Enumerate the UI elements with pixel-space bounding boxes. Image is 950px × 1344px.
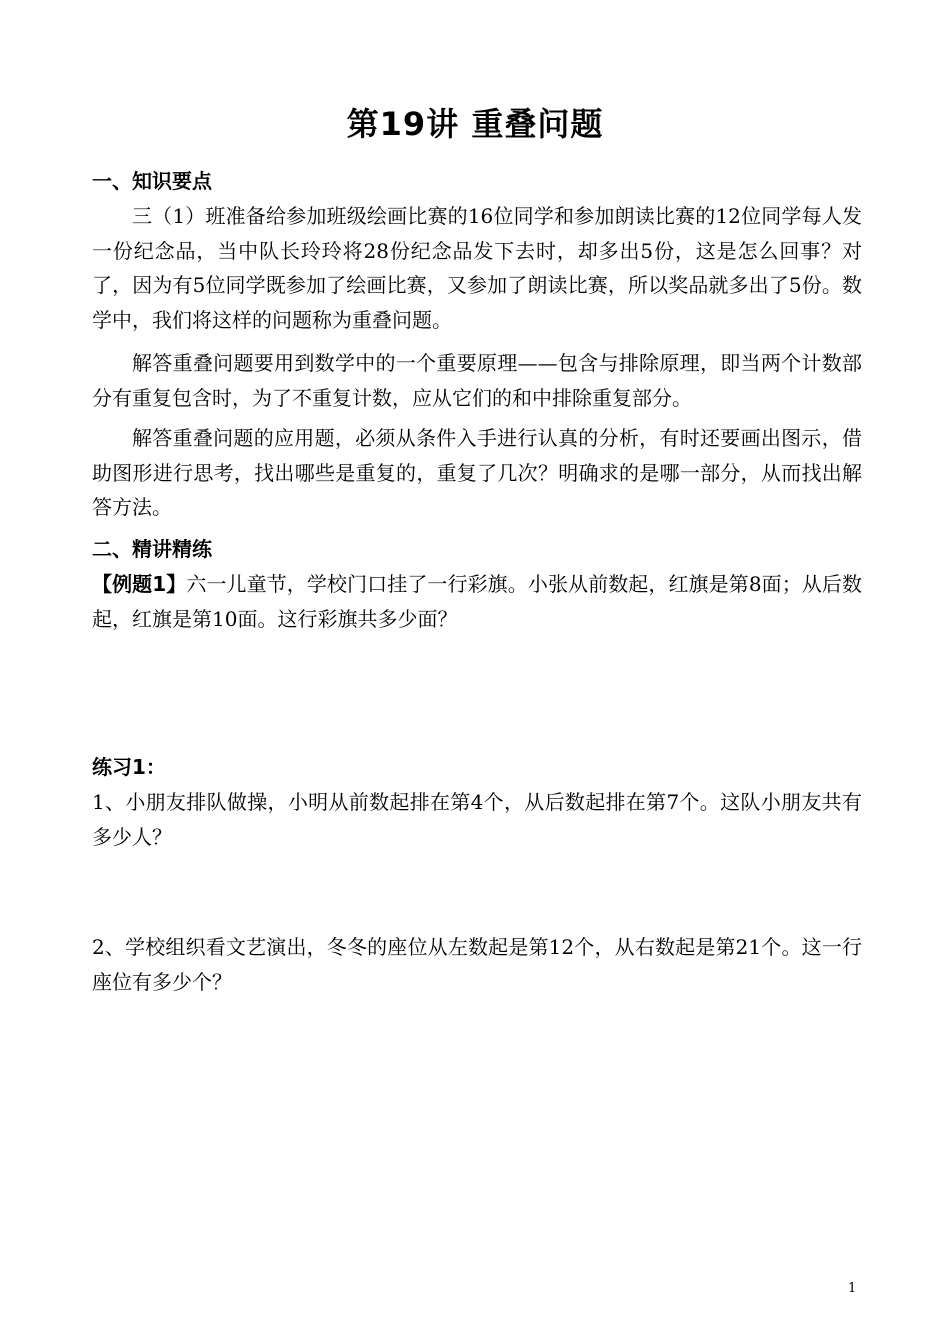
practice-heading: 练习1： xyxy=(92,755,166,779)
knowledge-paragraph-3: 解答重叠问题的应用题，必须从条件入手进行认真的分析，有时还要画出图示，借助图形进行思考，找出哪些是重复的，重复了几次？明确求的是哪一部分，从而找出解答方法。 xyxy=(92,426,862,519)
example-label: 【例题1】 xyxy=(92,572,187,596)
section-heading-knowledge: 一、知识要点 xyxy=(92,169,212,193)
section-heading-practice: 二、精讲精练 xyxy=(92,537,212,561)
example-1 xyxy=(92,567,862,636)
page-title: 第19讲 重叠问题 xyxy=(346,105,604,143)
knowledge-paragraph-2: 解答重叠问题要用到数学中的一个重要原理——包含与排除原理，即当两个计数部分有重复包含时，为了不重复计数，应从它们的和中排除重复部分。 xyxy=(92,351,862,410)
page-number: 1 xyxy=(848,1281,857,1296)
practice-question-1: 1、小朋友排队做操，小明从前数起排在第4个，从后数起排在第7个。这队小朋友共有多少人？ xyxy=(92,790,862,849)
practice-question-2: 2、学校组织看文艺演出，冬冬的座位从左数起是第12个，从右数起是第21个。这一行座位有多少个？ xyxy=(92,935,862,994)
knowledge-paragraph-1: 三（1）班准备给参加班级绘画比赛的16位同学和参加朗读比赛的12位同学每人发一份纪念品，当中队长玲玲将28份纪念品发下去时，却多出5份，这是怎么回事？对了，因为有5位同学既参加了绘画比赛，又参加了朗读比赛，所以奖品就多出了5份。数学中，我们将这样的问题称为重叠问题。 xyxy=(92,204,862,332)
example-text: 六一儿童节，学校门口挂了一行彩旗。小张从前数起，红旗是第8面；从后数起，红旗是第10面。这行彩旗共多少面？ xyxy=(92,572,862,631)
